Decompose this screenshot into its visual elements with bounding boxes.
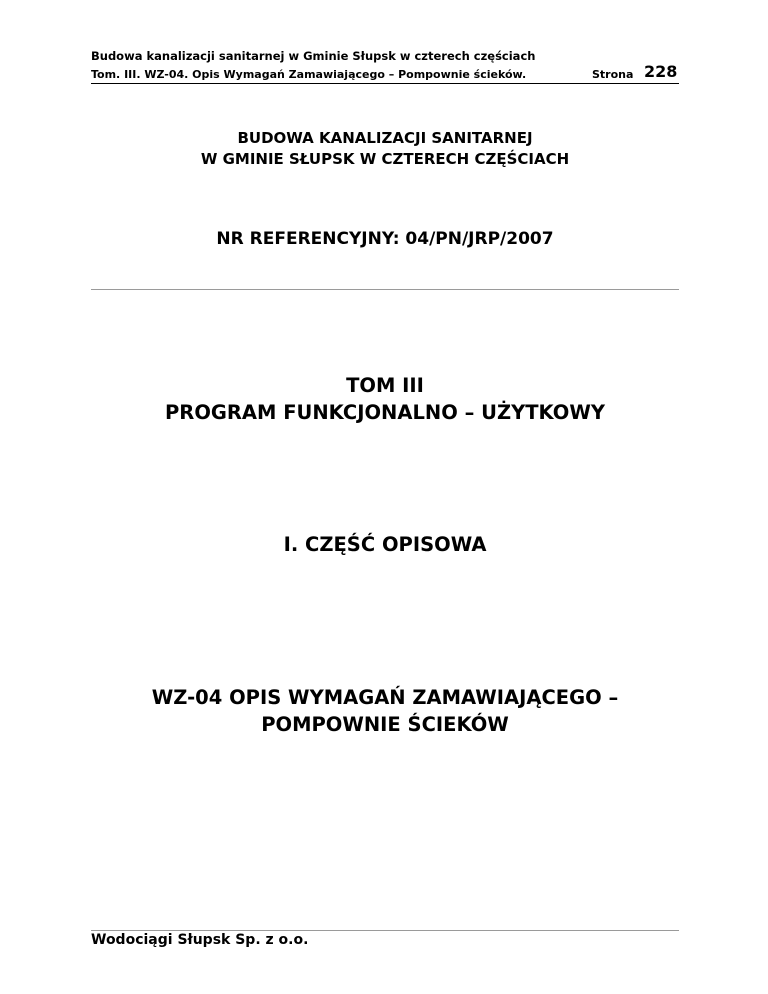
main-title: [91, 128, 679, 170]
volume-title: [91, 372, 679, 426]
page-number: 228: [644, 62, 678, 81]
requirements-title: [91, 684, 679, 738]
footer-divider: [91, 930, 679, 931]
section-divider: [91, 289, 679, 290]
requirements-title-line-2: POMPOWNIE ŚCIEKÓW: [261, 713, 509, 736]
header-document-title: Budowa kanalizacji sanitarnej w Gminie Słupsk w czterech częściach: [91, 49, 536, 63]
main-title-line-2: W GMINIE SŁUPSK W CZTERECH CZĘŚCIACH: [200, 150, 570, 168]
page-label: Strona: [592, 68, 634, 81]
volume-title-line-1: TOM III: [346, 374, 424, 397]
footer-company: Wodociągi Słupsk Sp. z o.o.: [91, 932, 309, 948]
volume-title-line-2: PROGRAM FUNKCJONALNO – UŻYTKOWY: [165, 401, 605, 424]
part-title: I. CZĘŚĆ OPISOWA: [283, 533, 487, 556]
header-divider: [91, 83, 679, 84]
main-title-line-1: BUDOWA KANALIZACJI SANITARNEJ: [237, 129, 533, 147]
header-section-title: Tom. III. WZ-04. Opis Wymagań Zamawiającego – Pompownie ścieków.: [91, 68, 527, 81]
requirements-title-line-1: WZ-04 OPIS WYMAGAŃ ZAMAWIAJĄCEGO –: [151, 686, 619, 709]
reference-number: NR REFERENCYJNY: 04/PN/JRP/2007: [216, 229, 554, 249]
